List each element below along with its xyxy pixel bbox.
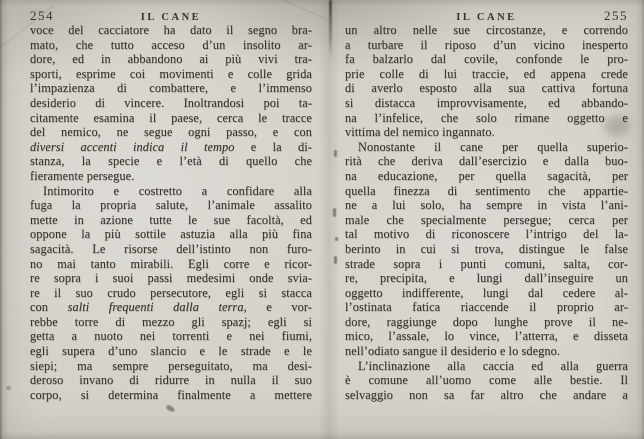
text-line: del nemico, ne segue ogni passo, e con — [30, 125, 312, 140]
text-line: mato, che tutto acceso d’un insolito ar- — [30, 37, 312, 52]
text-line: vittima del nemico ingannato. — [345, 125, 495, 140]
page-header-left — [30, 8, 312, 22]
text-line: desiderio di vincere. Inoltrandosi poi ta- — [30, 95, 312, 110]
text-line: rebbe torre di mezzo gli spazj; egli si — [30, 314, 312, 329]
text-line: Nonostante il cane per quella superio- — [358, 139, 628, 154]
text-line: strade sopra i punti comuni, salta, cor- — [345, 256, 628, 271]
text-line: fuga la propria salute, l’animale assalito — [30, 198, 312, 213]
text-line: diversi accenti indica il tempo e la di- — [30, 139, 312, 154]
gutter-speck — [335, 237, 338, 241]
text-line: dore, raggiunge dopo lunghe prove il ne- — [345, 314, 628, 329]
smudge-mark — [6, 386, 11, 390]
text-line: tal motivo di riconoscere l’intrigo del la- — [345, 227, 628, 242]
smudge-mark — [165, 404, 175, 413]
gutter-speck — [333, 208, 336, 217]
gutter-crease — [329, 0, 332, 58]
page-left — [30, 8, 312, 402]
text-line: mico, l’assale, lo vince, l’atterra, e disseta — [345, 329, 628, 344]
text-line: L’inclinazione alla caccia ed alla guerra — [358, 358, 628, 373]
text-line: na l’infelice, che solo rimane oggetto e — [345, 110, 628, 125]
text-line: l’impazienza di combattere, e l’immenso — [30, 81, 312, 96]
text-line: na educazione, per quella sagacità, per — [345, 168, 628, 183]
page-right — [345, 8, 628, 402]
text-line: si distacca improvvisamente, ed abbando- — [345, 95, 628, 110]
text-line: a turbare il riposo d’un vicino inesperto — [345, 37, 628, 52]
text-line: stanza, la specie e l’età di quello che — [30, 154, 312, 169]
running-title-right: IL CANE — [456, 12, 517, 23]
gutter-speck — [334, 150, 337, 157]
text-line: re, precipita, e lungi dall’inseguire un — [345, 271, 628, 286]
text-line: berinto in cui si trova, distingue le false — [345, 241, 628, 256]
text-line: fa balzarlo dal covile, confonde le pro- — [345, 52, 628, 67]
text-line: Intimorito e costretto a confidare alla — [43, 183, 312, 198]
text-line: ne a lui solo, ha sempre in vista l’ani- — [345, 198, 628, 213]
text-line: citamente esamina il paese, cerca le tracce — [30, 110, 312, 125]
text-line: re sopra i suoi passi medesimi onde svia- — [30, 271, 312, 286]
text-line: siepi; ma sempre perseguitato, ma desi- — [30, 358, 312, 373]
text-line: fieramente persegue. — [30, 168, 135, 183]
text-line: deroso invano di ridurre in nulla il suo — [30, 373, 312, 388]
text-line: oggetto indifferente, lungi dal cedere al- — [345, 285, 628, 300]
page-number-left: 254 — [30, 8, 54, 23]
text-line: un altro nelle sue circostanze, e correndo — [345, 23, 628, 37]
text-line: no mai tanto mirabili. Egli corre e ricor- — [30, 256, 312, 271]
text-line: nell’odiato sangue il desiderio e lo sdegno. — [345, 344, 561, 359]
text-line: sporti, esprime coi movimenti e colle grida — [30, 66, 312, 81]
text-line: corpo, si determina finalmente a mettere — [30, 387, 312, 402]
text-line: prie colle di lui traccie, ed appena crede — [345, 66, 628, 81]
text-line: l’ostinata fatica riaccende il proprio ar- — [345, 300, 628, 315]
text-line: con salti frequenti dalla terra, e vor- — [30, 300, 313, 315]
text-line: rità che deriva dall’esercizio e dalla buo- — [345, 154, 628, 169]
text-line: getta a nuoto nei torrenti e nei fiumi, — [30, 329, 312, 344]
running-title-left: IL CANE — [140, 12, 202, 23]
page-number-right: 255 — [604, 8, 628, 23]
page-body-left — [30, 23, 312, 402]
page-body-right — [345, 23, 628, 402]
text-line: selvaggio non sa far altro che andare a — [345, 387, 628, 402]
text-line: male che specialmente persegue; cerca per — [345, 212, 628, 227]
text-line: dore, ed in abbandono ai più vivi tra- — [30, 52, 312, 67]
text-line: di averlo esposto alla sua cattiva fortuna — [345, 81, 628, 96]
text-line: voce del cacciatore ha dato il segno bra- — [30, 23, 312, 37]
text-line: egli supera d’uno slancio e le strade e le — [30, 344, 312, 359]
text-line: oppone la più sottile astuzia alla più fina — [30, 227, 312, 242]
gutter-shadow — [318, 0, 340, 439]
text-line: sagacità. Le risorse dell’istinto non furo- — [30, 241, 312, 256]
text-line: è comune all’uomo come alle bestie. Il — [345, 373, 628, 388]
page-header-right — [345, 8, 628, 22]
text-line: quella finezza di sentimento che appartie- — [345, 183, 628, 198]
text-line: mette in azione tutte le sue facoltà, ed — [30, 212, 312, 227]
text-line: re il suo crudo persecutore, egli si stacca — [30, 285, 312, 300]
gutter-speck — [334, 256, 337, 264]
